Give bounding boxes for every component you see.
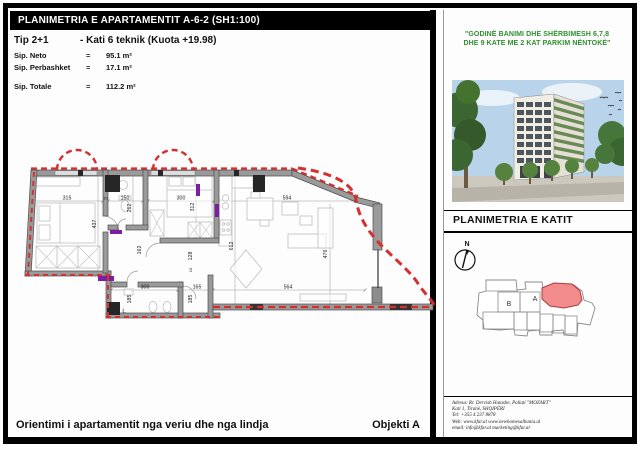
apartment-type-row (14, 35, 216, 46)
compass-needle (463, 250, 468, 268)
svg-text:10: 10 (103, 195, 108, 201)
svg-text:262: 262 (127, 203, 133, 213)
orientation-note: Orientimi i apartamentit nga veriu dhe nga lindja (16, 419, 269, 431)
address-block (452, 401, 551, 432)
svg-text:185: 185 (127, 294, 133, 304)
svg-text:300: 300 (140, 284, 150, 291)
rule-below-title (444, 231, 632, 233)
svg-text:315: 315 (62, 195, 72, 202)
svg-text:564: 564 (283, 284, 293, 291)
address-line: email: info@kfar.al marketing@kfar.al (452, 425, 530, 431)
rule-above-title (444, 210, 632, 211)
area-row-totale: Sip. Totale = 112.2 m² (14, 81, 136, 91)
address-line: Adresa: Rr. Dervish Hatashe, Pallati "MOZART" (452, 401, 551, 406)
svg-text:128: 128 (188, 251, 194, 261)
object-label: Objekti A (372, 419, 420, 431)
building-quote: "GODINË BANIMI DHE SHËRBIMESH 6,7,8 DHE 9 KATE ME 2 KAT PARKIM NËNTOKË" (463, 31, 611, 47)
address-line: Kati 1, Tiranë, SHQIPËRI (452, 407, 505, 413)
block-b-label: B (506, 301, 512, 308)
key-plan (456, 278, 620, 370)
svg-text:594: 594 (282, 195, 292, 202)
area-row-perbashket: Sip. Perbashket = 17.1 m² (14, 62, 132, 72)
north-label: N (464, 241, 470, 248)
svg-text:612: 612 (229, 241, 235, 251)
furniture (36, 175, 346, 313)
svg-text:150: 150 (120, 195, 130, 202)
svg-text:165: 165 (192, 284, 202, 291)
area-row-neto: Sip. Neto = 95.1 m² (14, 51, 132, 60)
address-line: Web: www.kfar.al www.newhomesalbania.al (452, 419, 541, 425)
key-plan-title: PLANIMETRIA E KATIT (453, 214, 574, 226)
svg-text:476: 476 (323, 249, 329, 259)
svg-text:300: 300 (176, 195, 186, 202)
svg-text:437: 437 (92, 219, 98, 229)
room-label-l: L (122, 309, 126, 315)
north-compass (450, 237, 484, 275)
rule-above-address (444, 396, 632, 397)
svg-text:10: 10 (188, 267, 193, 273)
sheet-title: PLANIMETRIA E APARTAMENTIT A-6-2 (SH1:100) (10, 11, 430, 30)
building-render (452, 80, 624, 202)
right-panel (443, 10, 631, 437)
svg-text:162: 162 (137, 245, 143, 255)
floor-label: - Kati 6 teknik (Kuota +19.98) (80, 35, 217, 46)
block-a-label: A (532, 296, 538, 303)
floor-plan (20, 146, 436, 378)
svg-text:312: 312 (190, 202, 196, 212)
apartment-type: Tip 2+1 (14, 35, 49, 46)
svg-text:185: 185 (188, 294, 194, 304)
address-line: Tel: +355 4 237 8878 (452, 413, 496, 419)
area-table (14, 35, 216, 91)
